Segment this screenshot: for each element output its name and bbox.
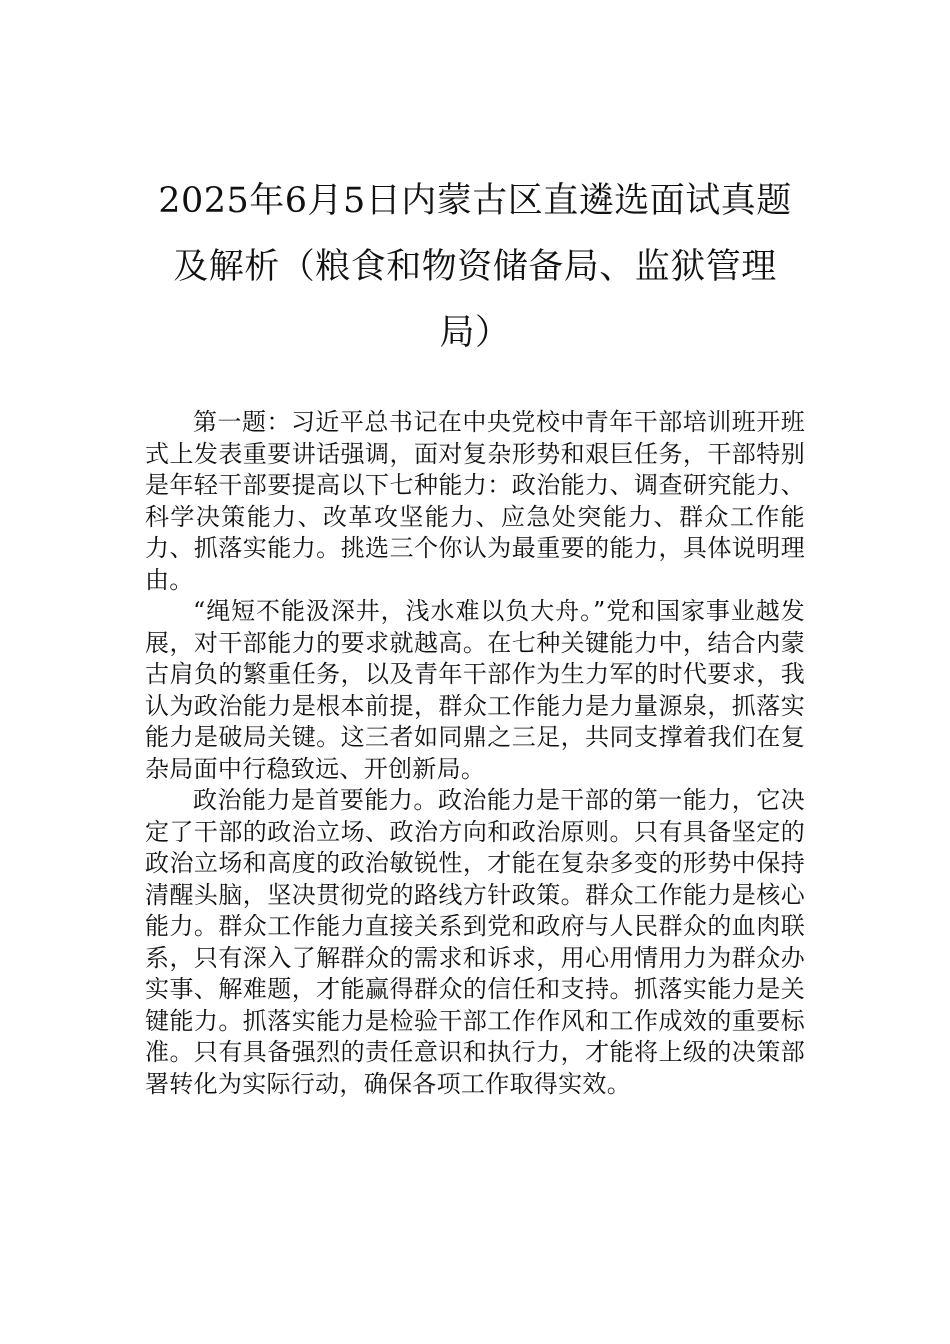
document-body: [145, 407, 805, 1100]
title-line-3: 局）: [439, 313, 511, 353]
title-line-2: 及解析（粮食和物资储备局、监狱管理: [173, 247, 777, 287]
paragraph-analysis: 政治能力是首要能力。政治能力是干部的第一能力，它决定了干部的政治立场、政治方向和政治原则。只有具备坚定的政治立场和高度的政治敏锐性，才能在复杂多变的形势中保持清醒头脑，坚决贯彻党的路线方针政策。群众工作能力是核心能力。群众工作能力直接关系到党和政府与人民群众的血肉联系，只有深入了解群众的需求和诉求，用心用情用力为群众办实事、解难题，才能赢得群众的信任和支持。抓落实能力是关键能力。抓落实能力是检验干部工作作风和工作成效的重要标准。只有具备强烈的责任意识和执行力，才能将上级的决策部署转化为实际行动，确保各项工作取得实效。: [145, 786, 805, 1098]
title-line-1: 2025年6月5日内蒙古区直遴选面试真题: [158, 181, 792, 221]
document-title: [145, 168, 805, 366]
paragraph-question: 第一题：习近平总书记在中央党校中青年干部培训班开班式上发表重要讲话强调，面对复杂形势和艰巨任务，干部特别是年轻干部要提高以下七种能力：政治能力、调查研究能力、科学决策能力、改革攻坚能力、应急处突能力、群众工作能力、抓落实能力。挑选三个你认为最重要的能力，具体说明理由。: [145, 408, 805, 594]
paragraph-intro-answer: “绳短不能汲深井，浅水难以负大舟。”党和国家事业越发展，对干部能力的要求就越高。在七种关键能力中，结合内蒙古肩负的繁重任务，以及青年干部作为生力军的时代要求，我认为政治能力是根本前提，群众工作能力是力量源泉，抓落实能力是破局关键。这三者如同鼎之三足，共同支撑着我们在复杂局面中行稳致远、开创新局。: [145, 597, 805, 783]
